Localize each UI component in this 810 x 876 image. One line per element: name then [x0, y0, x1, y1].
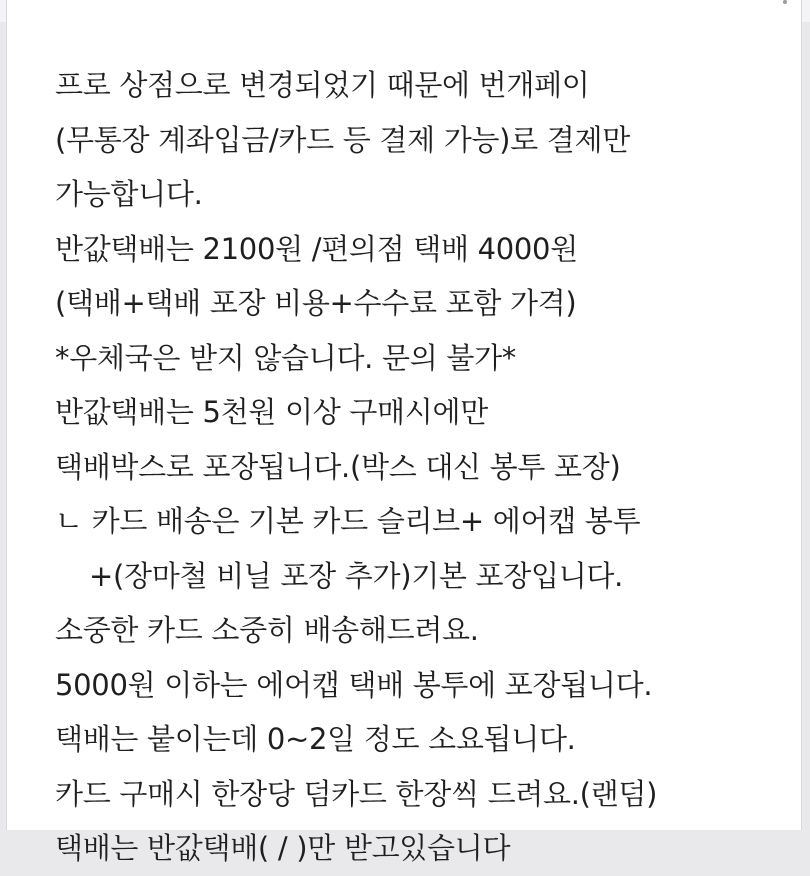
note-line: 택배박스로 포장됩니다.(박스 대신 봉투 포장) — [55, 449, 621, 484]
note-line: 카드 구매시 한장당 덤카드 한장씩 드려요.(랜덤) — [55, 776, 658, 811]
note-line: ㄴ 카드 배송은 기본 카드 슬리브+ 에어캡 봉투 — [55, 504, 641, 538]
note-line: (택배+택배 포장 비용+수수료 포함 가격) — [55, 286, 577, 320]
note-line: 소중한 카드 소중히 배송해드려요. — [55, 613, 479, 647]
note-line: 프로 상점으로 변경되었기 때문에 번개페이 — [55, 68, 590, 102]
note-text — [55, 58, 785, 876]
note-line: 5000원 이하는 에어캡 택배 봉투에 포장됩니다. — [55, 667, 653, 702]
note-line: 택배는 붙이는데 0~2일 정도 소요됩니다. — [55, 722, 576, 756]
note-line: 반값택배는 2100원 /편의점 택배 4000원 — [55, 231, 578, 266]
dots-icon[interactable] — [777, 0, 793, 10]
note-line: *우체국은 받지 않습니다. 문의 불가* — [55, 340, 516, 375]
note-line: 반값택배는 5천원 이상 구매시에만 — [55, 395, 488, 429]
note-line: 택배는 반값택배( / )만 받고있습니다 — [55, 831, 511, 865]
note-line: 가능합니다. — [55, 177, 203, 211]
note-line: (무통장 계좌입금/카드 등 결제 가능)로 결제만 — [55, 122, 630, 157]
note-line: +(장마철 비닐 포장 추가)기본 포장입니다. — [89, 558, 624, 593]
